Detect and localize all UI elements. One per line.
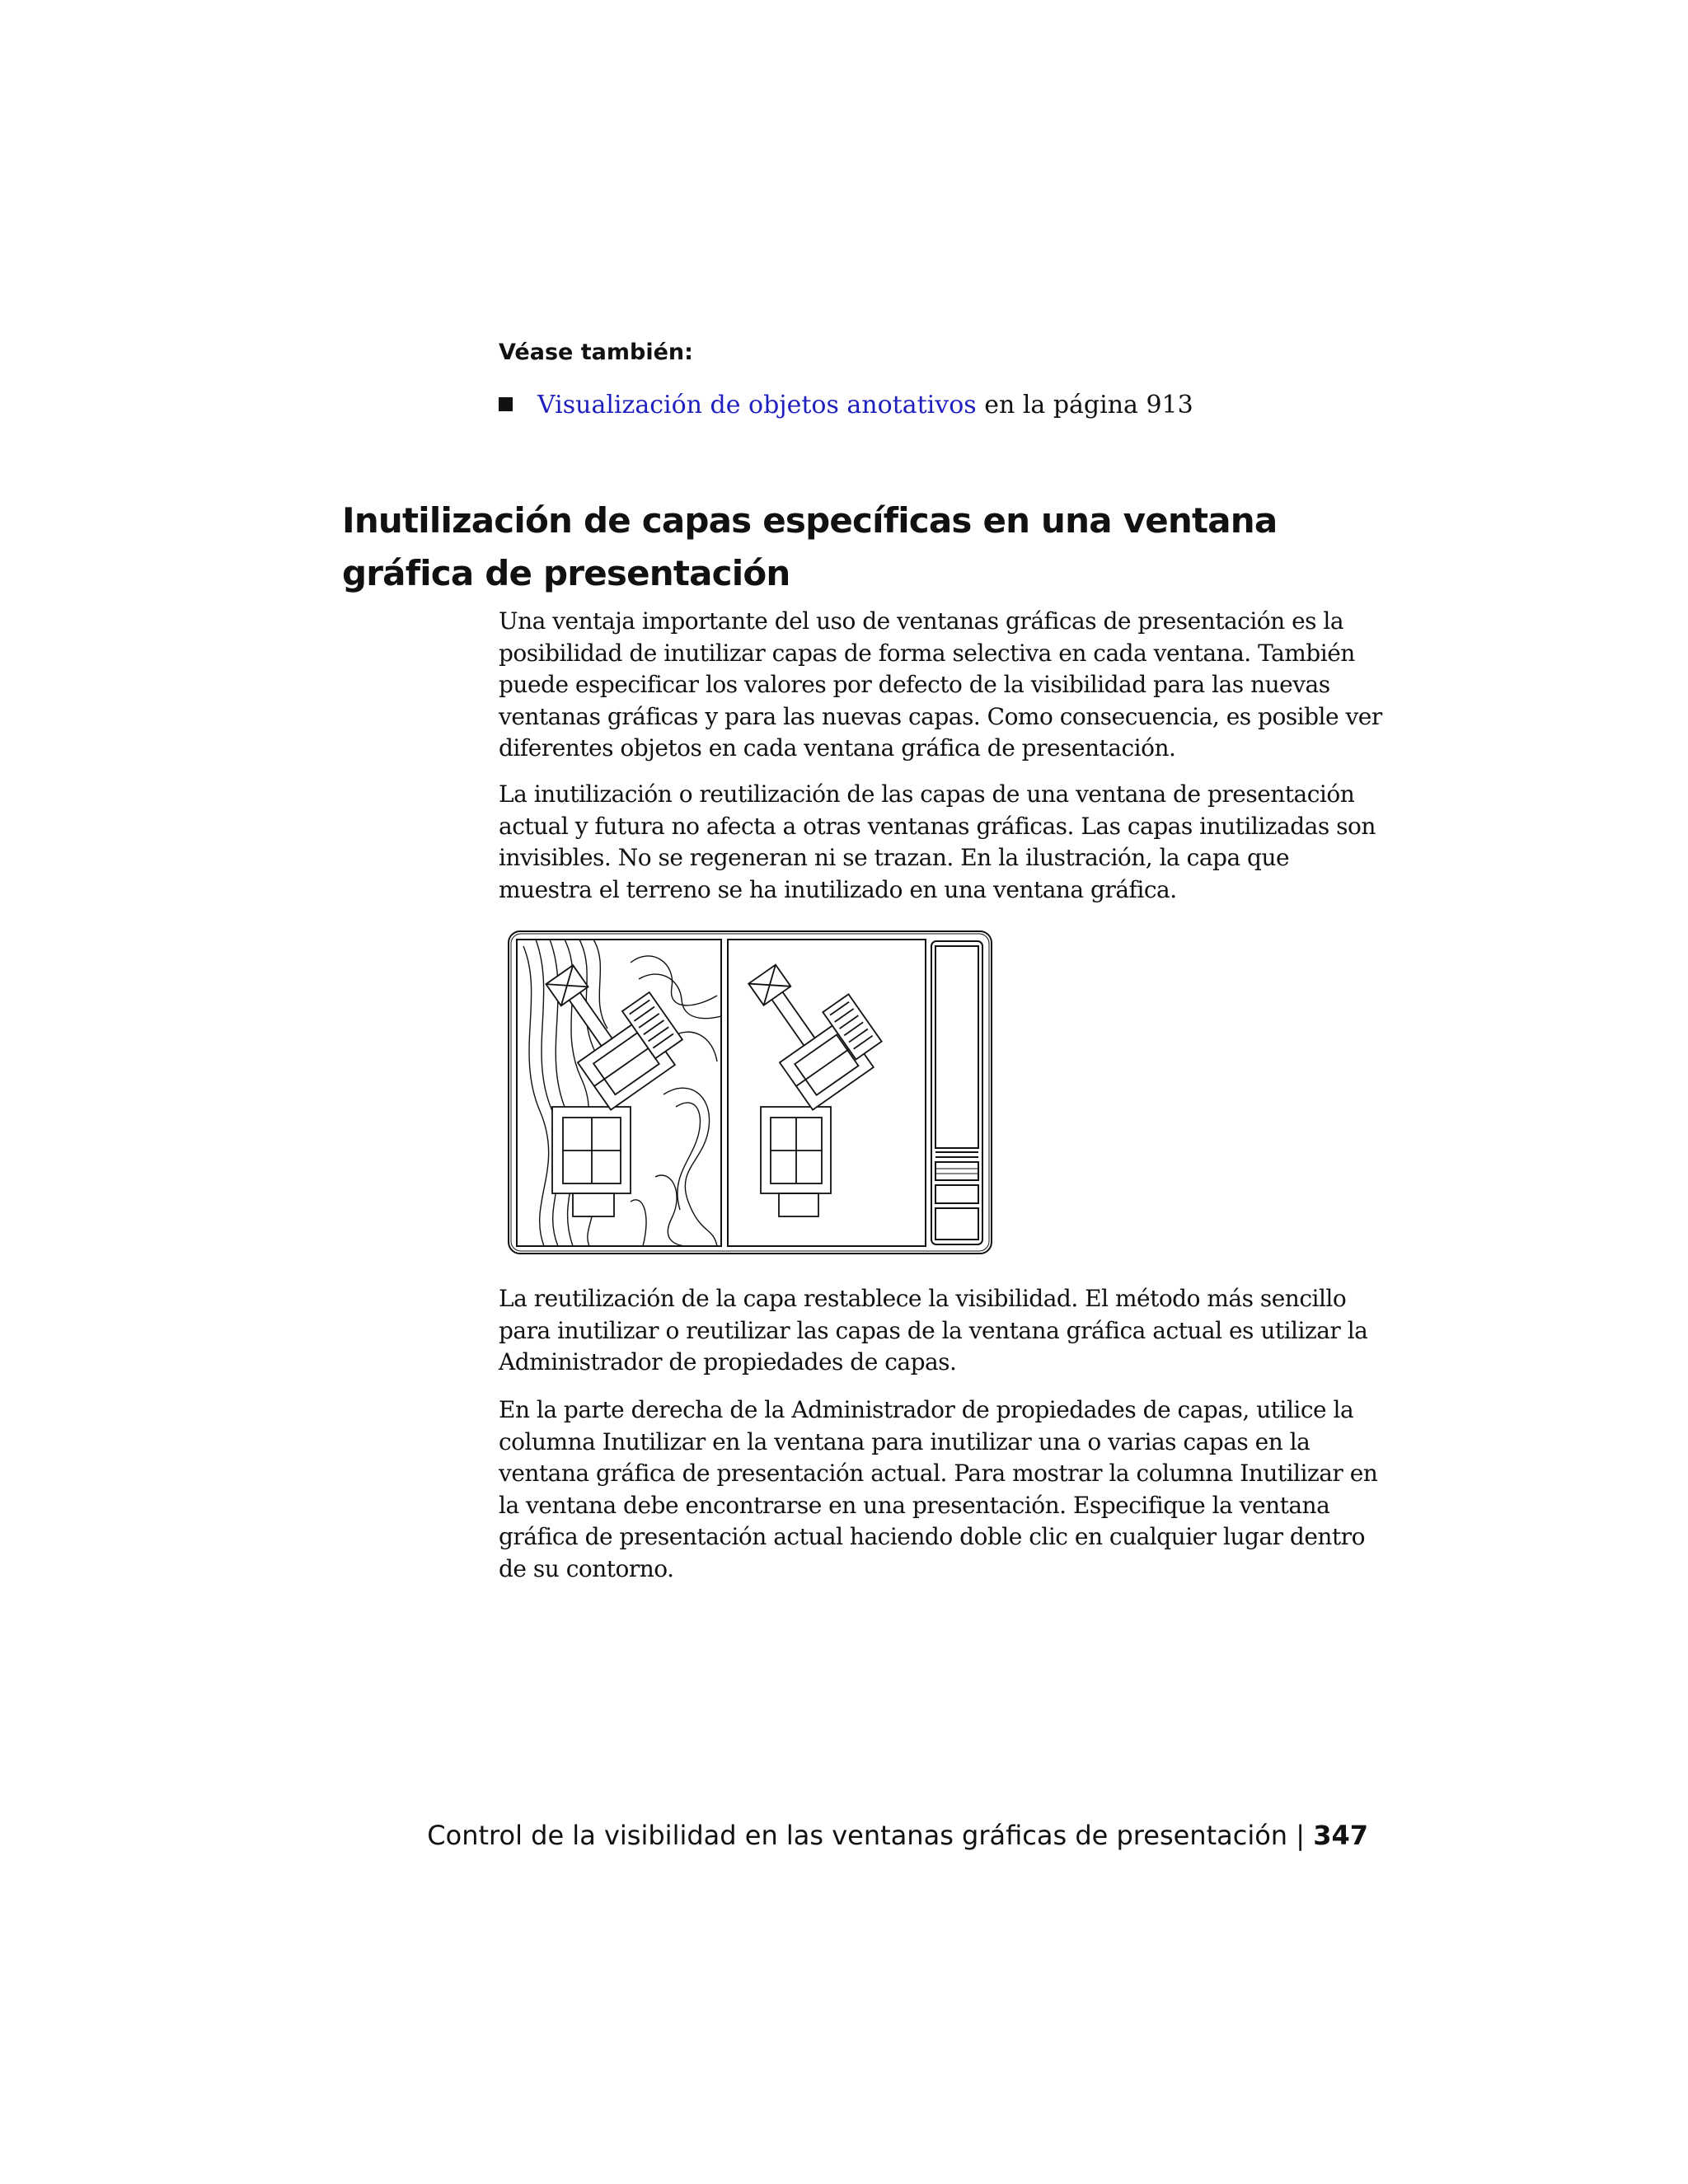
section-title: Inutilización de capas específicas en una ventana gráfica de presentación: [342, 500, 1278, 593]
page-number: 347: [1313, 1820, 1368, 1851]
see-also-link[interactable]: Visualización de objetos anotativos: [537, 391, 977, 419]
paragraph-3: La reutilización de la capa restablece la visibilidad. El método más sencillo para inutilizar o reutilizar las capas de la ventana gráfica actual es utilizar la Administrador de propiedades de capas.: [499, 1285, 1368, 1376]
paragraph-2: La inutilización o reutilización de las capas de una ventana de presentación actual y futura no afecta a otras ventanas gráficas. Las capas inutilizadas son invisibles. No se regeneran ni se trazan. En la ilustración, la capa que muestra el terreno se ha inutilizado en una ventana gráfica.: [499, 780, 1376, 903]
see-also-item: [499, 391, 1193, 419]
paragraph-4: En la parte derecha de la Administrador de propiedades de capas, utilice la columna Inutilizar en la ventana para inutilizar una o varias capas en la ventana gráfica de presentación actual. Para mostrar la columna Inutilizar en la ventana debe encontrarse en una presentación. Especifique la ventana gráfica de presentación actual haciendo doble clic en cualquier lugar dentro de su contorno.: [499, 1396, 1378, 1582]
page-footer: [427, 1820, 1368, 1851]
see-also-page-ref: en la página 913: [976, 391, 1193, 419]
footer-chapter-title: Control de la visibilidad en las ventanas gráficas de presentación: [427, 1820, 1288, 1851]
square-bullet-icon: [499, 397, 513, 411]
viewport-illustration: [507, 930, 993, 1255]
footer-separator: |: [1287, 1820, 1314, 1851]
building-plan-left: [531, 938, 692, 1216]
paragraph-1: Una ventaja importante del uso de ventanas gráficas de presentación es la posibilidad de inutilizar capas de forma selectiva en cada ventana. También puede especificar los valores por defecto de la visibilidad para las nuevas ventanas gráficas y para las nuevas capas. Como consecuencia, es posible ver diferentes objetos en cada ventana gráfica de presentación.: [499, 607, 1382, 762]
title-block: [931, 941, 982, 1244]
building-plan-middle: [733, 940, 892, 1216]
see-also-label: Véase también:: [499, 340, 693, 365]
